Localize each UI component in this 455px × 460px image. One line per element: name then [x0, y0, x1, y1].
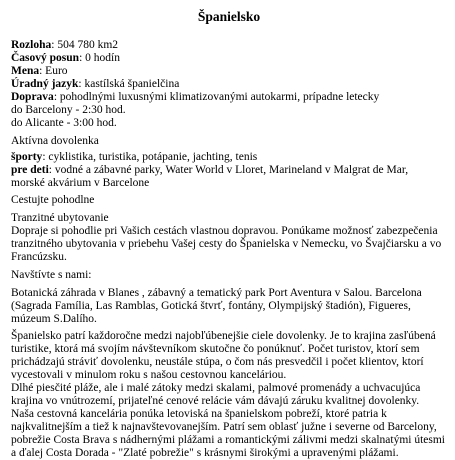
fact-value: : 0 hodín	[79, 52, 120, 64]
fact-label: Rozloha	[11, 39, 52, 51]
visit-text-line: múzeum S.Dalího.	[11, 313, 97, 325]
kids-line-2: morské akvárium v Barcelone	[11, 177, 150, 189]
transit-text-line: tranzitného ubytovania v priebehu Vašej cesty do Španielska v Nemecku, vo Švajčiarsku a vo	[11, 238, 442, 250]
about-text-line: najkvalitnejším a tiež k najnavštevovanejším. Patrí sem oblasť južne i severne od Barcelony,	[11, 421, 437, 433]
fact-currency	[11, 65, 447, 78]
kids-value: : vodné a zábavné parky, Water World v Lloret, Marineland v Malgrat de Mar,	[48, 164, 409, 176]
fact-area	[11, 39, 447, 52]
fact-timezone	[11, 52, 447, 65]
kids-line	[11, 164, 447, 177]
visit-text-line: Botanická záhrada v Blanes , zábavný a tematický park Port Aventura v Salou. Barcelona	[11, 287, 422, 299]
about-text-line: krajina vo vnútrozemí, prijateľné cenové relácie vám dávajú záruku kvalitnej dovolenky.	[11, 395, 420, 407]
sports-value: : cyklistika, turistika, potápanie, jachting, tenis	[42, 151, 258, 163]
fact-label: Mena	[11, 65, 40, 77]
visit-text-line: (Sagrada Família, Las Ramblas, Gotická štvrť, fontány, Olympijský štadión), Figueres,	[11, 300, 411, 312]
transit-heading: Tranzitné ubytovanie	[11, 212, 109, 224]
fact-value: : Euro	[39, 65, 68, 77]
transport-line: do Alicante - 3:00 hod.	[11, 117, 117, 129]
about-text-line: Dlhé piesčité pláže, ale i malé zátoky medzi skalami, palmové promenády a uchvacujúca	[11, 382, 421, 394]
sports-label: športy	[11, 151, 43, 163]
transit-text-line: Dopraje si pohodlie pri Vašich cestách vlastnou dopravou. Ponúkame možnosť zabezpečenia	[11, 225, 438, 237]
page-title: Španielsko	[197, 9, 261, 24]
visit-heading: Navštívte s nami:	[11, 269, 92, 281]
fact-transport	[11, 91, 447, 104]
transit-text-line: Francúzsku.	[11, 251, 67, 263]
about-text-line: Naša cestovná kancelária ponúka letoviská na španielskom pobreží, ktoré patria k	[11, 408, 387, 420]
about-text-line: prichádzajú stráviť dovolenku, neustále stúpa, o čom nás presvedčil i počet klientov, ktorí	[11, 356, 424, 368]
sports-line	[11, 151, 447, 164]
travel-heading: Cestujte pohodlne	[11, 194, 95, 206]
about-text-line: Španielsko patrí každoročne medzi najobľúbenejšie ciele dovolenky. Je to krajina zasľúbená	[11, 330, 436, 342]
fact-label: Časový posun	[11, 52, 80, 64]
about-text-line: turistike, ktorá má svojím návštevníkom skutočne čo ponúknuť. Počet turistov, ktorí sem	[11, 343, 420, 355]
fact-value: : 504 780 km2	[51, 39, 119, 51]
about-text-line: pobrežie Costa Brava s nádhernými plážami a romantickými zálivmi medzi skalnatými útesmi	[11, 434, 446, 446]
kids-label: pre deti	[11, 164, 49, 176]
document-page	[11, 9, 447, 460]
active-heading: Aktívna dovolenka	[11, 135, 99, 147]
fact-label: Úradný jazyk	[11, 78, 79, 90]
facts-block	[11, 39, 447, 130]
fact-value: : kastílská španielčina	[78, 78, 180, 90]
fact-value: : pohodlnými luxusnými klimatizovanými autokarmi, prípadne letecky	[53, 91, 380, 103]
fact-language	[11, 78, 447, 91]
about-text-line: a ďalej Costa Dorada - "Zlaté pobrežie" s krásnymi širokými a upravenými plážami.	[11, 447, 399, 459]
fact-label: Doprava	[11, 91, 54, 103]
transport-line: do Barcelony - 2:30 hod.	[11, 104, 126, 116]
about-text-line: vycestovali v minulom roku s našou cestovnou kanceláriou.	[11, 369, 287, 381]
